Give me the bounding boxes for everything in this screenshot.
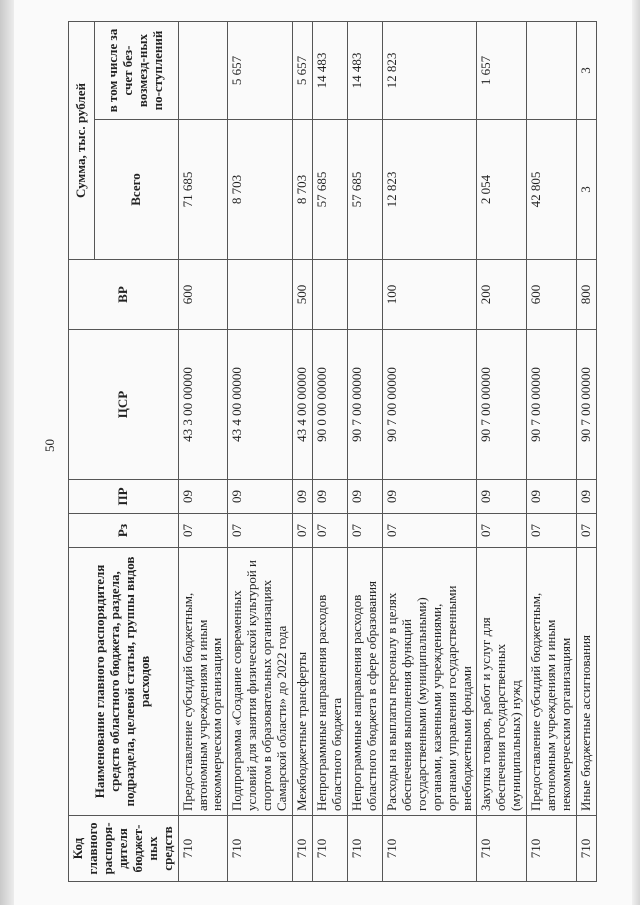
cell-vr: 200 [477,260,527,330]
cell-total: 3 [577,120,597,260]
cell-vr [228,260,293,330]
cell-csr: 43 4 00 00000 [228,330,293,480]
cell-incl: 3 [577,22,597,120]
cell-incl: 14 483 [313,22,348,120]
cell-vr: 100 [382,260,477,330]
cell-code: 710 [527,816,577,882]
cell-name: Предоставление субсидий бюджетным, автономным учреждениям и иным некоммерческим организациям [178,548,228,816]
cell-rz: 07 [228,514,293,548]
header-csr: ЦСР [69,330,179,480]
cell-rz: 07 [477,514,527,548]
table-row [228,22,293,882]
cell-pr: 09 [477,480,527,514]
cell-pr: 09 [577,480,597,514]
cell-total: 71 685 [178,120,228,260]
table-body [178,22,596,882]
table-row [293,22,313,882]
cell-total: 42 805 [527,120,577,260]
cell-incl [178,22,228,120]
cell-code: 710 [477,816,527,882]
cell-rz: 07 [527,514,577,548]
cell-incl: 14 483 [347,22,382,120]
cell-incl: 5 657 [228,22,293,120]
table-row [577,22,597,882]
cell-name: Закупка товаров, работ и услуг для обеспечения государственных (муниципальных) нужд [477,548,527,816]
page-number: 50 [42,439,57,452]
cell-csr: 90 7 00 00000 [527,330,577,480]
cell-code: 710 [313,816,348,882]
cell-vr: 500 [293,260,313,330]
cell-total: 57 685 [347,120,382,260]
cell-csr: 90 7 00 00000 [382,330,477,480]
cell-incl [527,22,577,120]
scan-edge-right [632,0,640,905]
cell-pr: 09 [178,480,228,514]
cell-pr: 09 [228,480,293,514]
cell-name: Расходы на выплаты персоналу в целях обеспечения выполнения функций государственными (муниципальными) органами, казенными учреждениями, органами управления государственными внебюджетными фондами [382,548,477,816]
cell-name: Межбюджетные трансферты [293,548,313,816]
cell-vr [313,260,348,330]
cell-vr [347,260,382,330]
cell-rz: 07 [577,514,597,548]
cell-total: 2 054 [477,120,527,260]
cell-total: 12 823 [382,120,477,260]
table-row [178,22,228,882]
cell-rz: 07 [293,514,313,548]
cell-name: Предоставление субсидий бюджетным, автономным учреждениям и иным некоммерческим организациям [527,548,577,816]
cell-total: 57 685 [313,120,348,260]
cell-rz: 07 [313,514,348,548]
table-row [382,22,477,882]
cell-incl: 5 657 [293,22,313,120]
table-header [69,22,179,882]
cell-pr: 09 [382,480,477,514]
header-code: Код главного распоря-дителя бюджет-ных средств [69,816,179,882]
header-pr: ПР [69,480,179,514]
cell-csr: 90 7 00 00000 [477,330,527,480]
cell-incl: 12 823 [382,22,477,120]
cell-pr: 09 [527,480,577,514]
cell-total: 8 703 [228,120,293,260]
header-rz: Рз [69,514,179,548]
cell-csr: 90 7 00 00000 [347,330,382,480]
header-incl: в том числе за счет без-возмезд-ных по-ступлений [94,22,178,120]
cell-code: 710 [577,816,597,882]
document-page [14,0,632,905]
cell-rz: 07 [178,514,228,548]
cell-name: Непрограммные направления расходов областного бюджета в сфере образования [347,548,382,816]
header-name: Наименование главного распорядителя средств областного бюджета, раздела, подраздела, целевой статьи, группы видов расходов [69,548,179,816]
cell-rz: 07 [347,514,382,548]
cell-total: 8 703 [293,120,313,260]
cell-code: 710 [382,816,477,882]
cell-vr: 600 [527,260,577,330]
cell-name: Подпрограмма «Создание современных условий для занятия физической культурой и спортом в образовательных организациях Самарской области» до 2022 года [228,548,293,816]
header-vr: ВР [69,260,179,330]
cell-vr: 600 [178,260,228,330]
header-sum: Сумма, тыс. рублей [69,22,95,260]
scan-edge-left [0,0,14,905]
cell-code: 710 [347,816,382,882]
budget-table [68,21,597,882]
cell-csr: 43 3 00 00000 [178,330,228,480]
table-row [527,22,577,882]
cell-rz: 07 [382,514,477,548]
cell-incl: 1 657 [477,22,527,120]
cell-name: Непрограммные направления расходов областного бюджета [313,548,348,816]
table-row [347,22,382,882]
cell-csr: 43 4 00 00000 [293,330,313,480]
table-row [477,22,527,882]
header-total: Всего [94,120,178,260]
cell-csr: 90 7 00 00000 [577,330,597,480]
cell-pr: 09 [347,480,382,514]
cell-pr: 09 [293,480,313,514]
cell-csr: 90 0 00 00000 [313,330,348,480]
cell-vr: 800 [577,260,597,330]
cell-code: 710 [293,816,313,882]
cell-code: 710 [178,816,228,882]
rotated-content [34,22,634,882]
cell-code: 710 [228,816,293,882]
table-row [313,22,348,882]
cell-name: Иные бюджетные ассигнования [577,548,597,816]
cell-pr: 09 [313,480,348,514]
